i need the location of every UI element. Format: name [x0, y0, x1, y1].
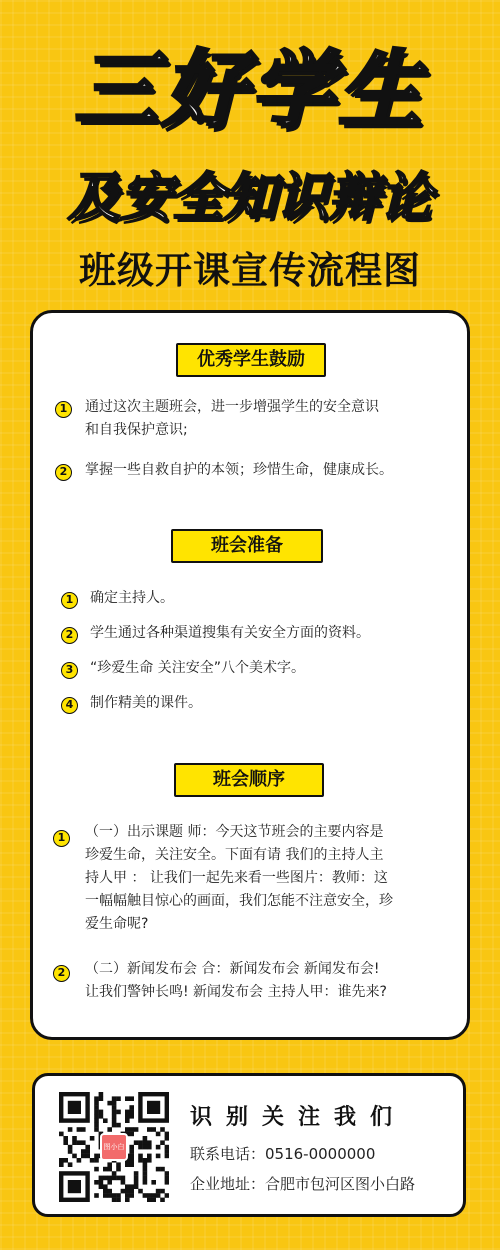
list-item: “珍爱生命 关注安全”八个美术字。	[90, 660, 305, 676]
number-badge: 3	[61, 662, 78, 679]
section-title-order: 班会顺序	[174, 763, 324, 797]
title-main: 三好学生	[73, 41, 426, 139]
list-item: （二）新闻发布会 合：新闻发布会 新闻发布会! 让我们警钟长鸣! 新闻发布会 主持人甲：谁先来?	[85, 961, 387, 1000]
number-badge: 2	[55, 464, 72, 481]
qr-logo: 图小白	[100, 1133, 128, 1161]
list-item: 学生通过各种渠道搜集有关安全方面的资料。	[90, 625, 370, 641]
list-item: 制作精美的课件。	[90, 695, 202, 711]
qr-code[interactable]	[59, 1092, 169, 1202]
footer-card	[32, 1073, 466, 1217]
title-tagline: 班级开课宣传流程图	[79, 249, 421, 292]
list-item: （一）出示课题 师：今天这节班会的主要内容是 珍爱生命，关注安全。下面有请 我们的主持人主 持人甲 ： 让我们一起先来看一些图片：教师：这 一幅幅触目惊心的画面，我们怎能不注意安全，珍 爱生命呢?	[85, 824, 393, 932]
number-badge: 1	[55, 401, 72, 418]
number-badge: 2	[53, 965, 70, 982]
list-item: 确定主持人。	[90, 590, 174, 606]
section-title-preparation: 班会准备	[171, 529, 323, 563]
section-title-excellent-students: 优秀学生鼓励	[176, 343, 326, 377]
title-subtitle: 及安全知识辩论	[67, 168, 432, 228]
number-badge: 4	[61, 697, 78, 714]
number-badge: 2	[61, 627, 78, 644]
list-item: 通过这次主题班会，进一步增强学生的安全意识 和自我保护意识;	[85, 399, 379, 438]
number-badge: 1	[53, 830, 70, 847]
contact-address: 企业地址：合肥市包河区图小白路	[190, 1175, 416, 1193]
list-item: 掌握一些自救自护的本领；珍惜生命，健康成长。	[85, 462, 393, 478]
number-badge: 1	[61, 592, 78, 609]
content-card	[30, 310, 470, 1040]
follow-us-label: 识别关注我们	[190, 1105, 407, 1130]
contact-phone: 联系电话：0516-0000000	[190, 1145, 376, 1163]
